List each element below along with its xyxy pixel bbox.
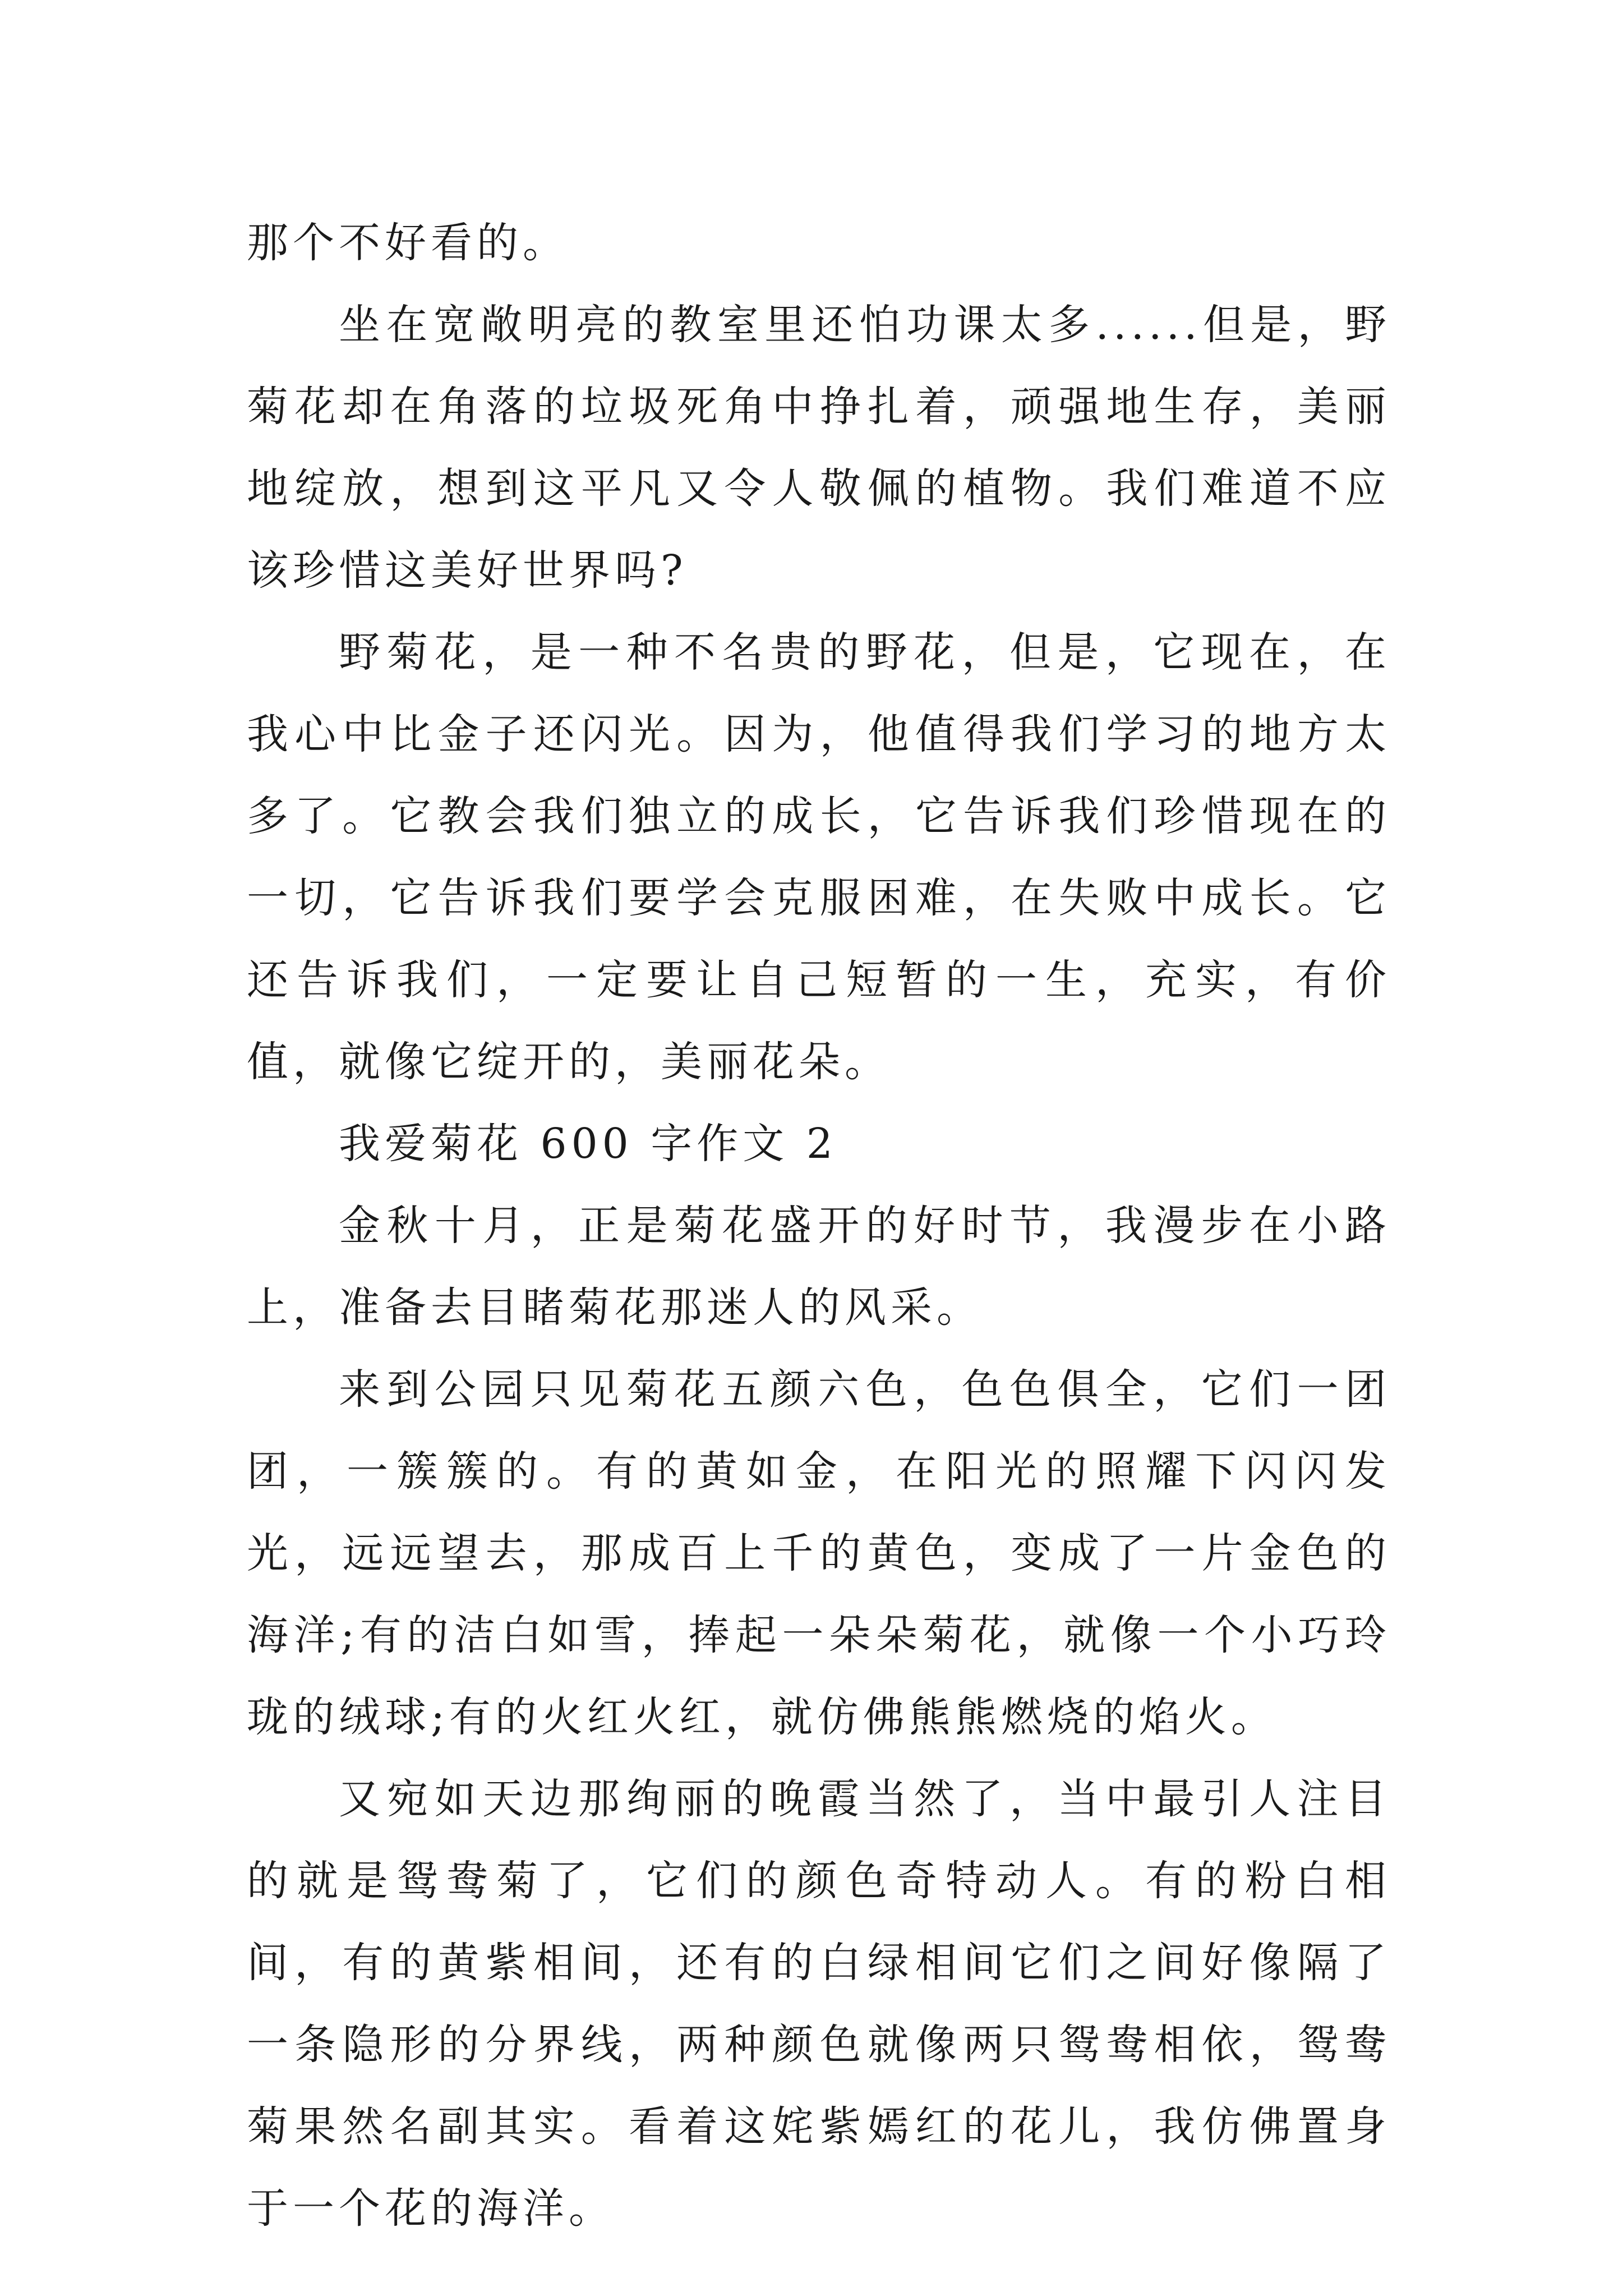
paragraph: 野菊花，是一种不名贵的野花，但是，它现在，在我心中比金子还闪光。因为，他值得我们学习的地方太多了。它教会我们独立的成长，它告诉我们珍惜现在的一切，它告诉我们要学会克服困难，在失败中成长。它还告诉我们，一定要让自己短暂的一生，充实，有价值，就像它绽开的，美丽花朵。 <box>247 628 1391 1086</box>
document-body <box>247 202 1391 2249</box>
section-heading: 我爱菊花 600 字作文 2 <box>339 1120 837 1168</box>
paragraph: 来到公园只见菊花五颜六色，色色俱全，它们一团团，一簇簇的。有的黄如金，在阳光的照耀下闪闪发光，远远望去，那成百上千的黄色，变成了一片金色的海洋;有的洁白如雪，捧起一朵朵菊花，就像一个小巧玲珑的绒球;有的火红火红，就仿佛熊熊燃烧的焰火。 <box>247 1365 1391 1741</box>
paragraph: 那个不好看的。 <box>247 219 569 267</box>
paragraph: 金秋十月，正是菊花盛开的好时节，我漫步在小路上，准备去目睹菊花那迷人的风采。 <box>247 1202 1391 1332</box>
paragraph: 坐在宽敞明亮的教室里还怕功课太多......但是，野菊花却在角落的垃圾死角中挣扎着，顽强地生存，美丽地绽放，想到这平凡又令人敬佩的植物。我们难道不应该珍惜这美好世界吗? <box>247 301 1391 595</box>
paragraph: 又宛如天边那绚丽的晚霞当然了，当中最引人注目的就是鸳鸯菊了，它们的颜色奇特动人。有的粉白相间，有的黄紫相间，还有的白绿相间它们之间好像隔了一条隐形的分界线，两种颜色就像两只鸳鸯相依，鸳鸯菊果然名副其实。看着这姹紫嫣红的花儿，我仿佛置身于一个花的海洋。 <box>247 1775 1391 2233</box>
